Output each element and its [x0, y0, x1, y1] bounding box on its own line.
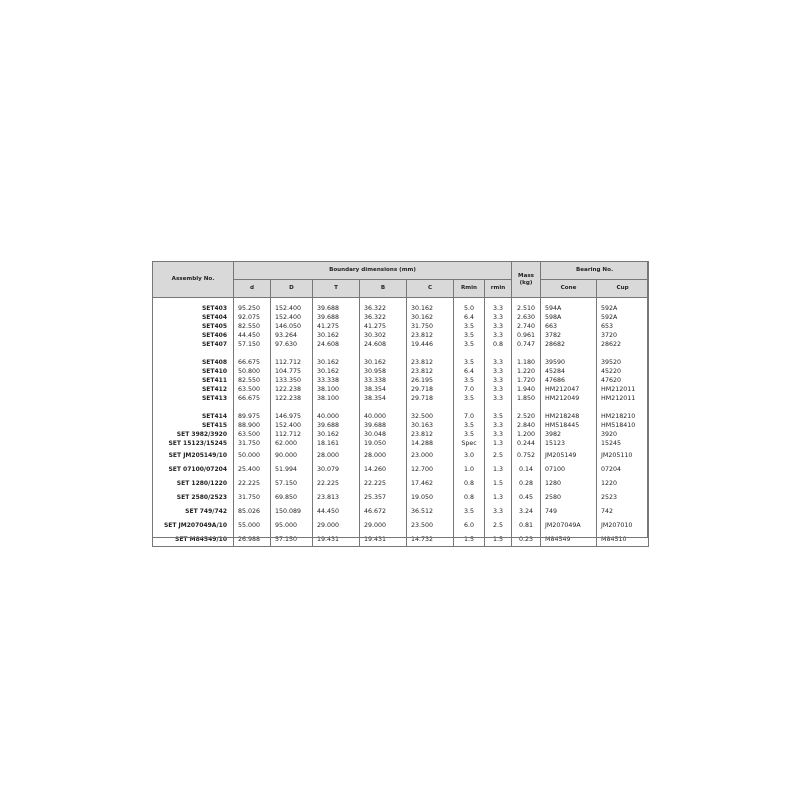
- cup-cell: JM207010: [597, 518, 649, 532]
- width-b-cell: 41.275: [360, 322, 407, 331]
- rmin-cone-cell: 3.0: [454, 448, 485, 462]
- d-cell: 50.000: [234, 448, 271, 462]
- rmin-cone-cell: Spec: [454, 439, 485, 448]
- width-c-cell: 23.500: [407, 518, 454, 532]
- rmin-cup-cell: 1.5: [485, 476, 512, 490]
- rmin-cone-cell: 0.8: [454, 476, 485, 490]
- d-cell: 92.075: [234, 313, 271, 322]
- table-row: [153, 532, 649, 547]
- assembly-cell: SET403: [153, 298, 234, 314]
- width-b-cell: 28.000: [360, 448, 407, 462]
- rmin-cone-cell: 3.5: [454, 349, 485, 367]
- table-row: [153, 367, 649, 376]
- width-c-cell: 19.446: [407, 340, 454, 349]
- cone-cell: JM207049A: [541, 518, 597, 532]
- outer-diameter-cell: 150.089: [271, 504, 313, 518]
- d-cell: 66.675: [234, 394, 271, 403]
- mass-cell: 1.940: [512, 385, 541, 394]
- header-B: B: [360, 280, 407, 298]
- cup-cell: HM212011: [597, 394, 649, 403]
- header-T: T: [313, 280, 360, 298]
- cup-cell: 3920: [597, 430, 649, 439]
- rmin-cup-cell: 3.3: [485, 430, 512, 439]
- rmin-cup-cell: 3.3: [485, 394, 512, 403]
- assembly-cell: SET405: [153, 322, 234, 331]
- width-t-cell: 28.000: [313, 448, 360, 462]
- cone-cell: 3982: [541, 430, 597, 439]
- width-t-cell: 30.162: [313, 430, 360, 439]
- table-row: [153, 394, 649, 403]
- width-c-cell: 31.750: [407, 322, 454, 331]
- d-cell: 26.988: [234, 532, 271, 547]
- cone-cell: 28682: [541, 340, 597, 349]
- table-row: [153, 403, 649, 421]
- header-C: C: [407, 280, 454, 298]
- header-rmin-cone: Rmin: [454, 280, 485, 298]
- cup-cell: 3720: [597, 331, 649, 340]
- d-cell: 82.550: [234, 376, 271, 385]
- rmin-cone-cell: 7.0: [454, 403, 485, 421]
- width-t-cell: 29.000: [313, 518, 360, 532]
- header-rmin-cup: rmin: [485, 280, 512, 298]
- width-b-cell: 14.260: [360, 462, 407, 476]
- cup-cell: 28622: [597, 340, 649, 349]
- rmin-cone-cell: 3.5: [454, 331, 485, 340]
- table-row: [153, 313, 649, 322]
- table-row: [153, 430, 649, 439]
- cup-cell: HM518410: [597, 421, 649, 430]
- assembly-cell: SET JM205149/10: [153, 448, 234, 462]
- assembly-cell: SET404: [153, 313, 234, 322]
- width-c-cell: 14.732: [407, 532, 454, 547]
- d-cell: 22.225: [234, 476, 271, 490]
- width-c-cell: 30.162: [407, 313, 454, 322]
- outer-diameter-cell: 97.630: [271, 340, 313, 349]
- outer-diameter-cell: 90.000: [271, 448, 313, 462]
- width-t-cell: 33.338: [313, 376, 360, 385]
- mass-cell: 0.752: [512, 448, 541, 462]
- cup-cell: 653: [597, 322, 649, 331]
- cup-cell: 742: [597, 504, 649, 518]
- cone-cell: 39590: [541, 349, 597, 367]
- width-b-cell: 36.322: [360, 313, 407, 322]
- cup-cell: 47620: [597, 376, 649, 385]
- table-row: [153, 462, 649, 476]
- rmin-cone-cell: 3.5: [454, 322, 485, 331]
- table-row: [153, 439, 649, 448]
- width-c-cell: 19.050: [407, 490, 454, 504]
- d-cell: 88.900: [234, 421, 271, 430]
- assembly-cell: SET407: [153, 340, 234, 349]
- assembly-cell: SET415: [153, 421, 234, 430]
- mass-cell: 0.45: [512, 490, 541, 504]
- cup-cell: HM212011: [597, 385, 649, 394]
- table-row: [153, 490, 649, 504]
- cup-cell: 592A: [597, 313, 649, 322]
- width-b-cell: 19.431: [360, 532, 407, 547]
- table-row: [153, 385, 649, 394]
- header-cup: Cup: [597, 280, 649, 298]
- d-cell: 31.750: [234, 439, 271, 448]
- cup-cell: JM205110: [597, 448, 649, 462]
- width-t-cell: 30.162: [313, 331, 360, 340]
- header-mass: Mass (kg): [512, 262, 541, 298]
- mass-cell: 1.720: [512, 376, 541, 385]
- table-row: [153, 476, 649, 490]
- outer-diameter-cell: 112.712: [271, 349, 313, 367]
- width-t-cell: 39.688: [313, 421, 360, 430]
- width-c-cell: 23.812: [407, 367, 454, 376]
- mass-cell: 2.510: [512, 298, 541, 314]
- width-t-cell: 41.275: [313, 322, 360, 331]
- assembly-cell: SET 07100/07204: [153, 462, 234, 476]
- rmin-cone-cell: 7.0: [454, 385, 485, 394]
- cone-cell: 45284: [541, 367, 597, 376]
- rmin-cone-cell: 1.0: [454, 462, 485, 476]
- width-c-cell: 23.000: [407, 448, 454, 462]
- width-t-cell: 30.162: [313, 367, 360, 376]
- cone-cell: 2580: [541, 490, 597, 504]
- cup-cell: 1220: [597, 476, 649, 490]
- cone-cell: 663: [541, 322, 597, 331]
- d-cell: 82.550: [234, 322, 271, 331]
- header-assembly: Assembly No.: [153, 262, 234, 298]
- width-t-cell: 44.450: [313, 504, 360, 518]
- rmin-cup-cell: 3.5: [485, 403, 512, 421]
- width-b-cell: 24.608: [360, 340, 407, 349]
- width-b-cell: 19.050: [360, 439, 407, 448]
- outer-diameter-cell: 133.350: [271, 376, 313, 385]
- rmin-cone-cell: 5.0: [454, 298, 485, 314]
- assembly-cell: SET411: [153, 376, 234, 385]
- width-c-cell: 23.812: [407, 331, 454, 340]
- cone-cell: 15123: [541, 439, 597, 448]
- assembly-cell: SET 1280/1220: [153, 476, 234, 490]
- outer-diameter-cell: 152.400: [271, 298, 313, 314]
- rmin-cone-cell: 3.5: [454, 430, 485, 439]
- header-boundary-dimensions: Boundary dimensions (mm): [234, 262, 512, 280]
- width-c-cell: 29.718: [407, 394, 454, 403]
- mass-cell: 2.840: [512, 421, 541, 430]
- cone-cell: JM205149: [541, 448, 597, 462]
- assembly-cell: SET 15123/15245: [153, 439, 234, 448]
- width-b-cell: 36.322: [360, 298, 407, 314]
- rmin-cone-cell: 3.5: [454, 394, 485, 403]
- assembly-cell: SET410: [153, 367, 234, 376]
- outer-diameter-cell: 146.975: [271, 403, 313, 421]
- rmin-cone-cell: 3.5: [454, 340, 485, 349]
- rmin-cone-cell: 6.4: [454, 313, 485, 322]
- table-row: [153, 504, 649, 518]
- width-b-cell: 30.162: [360, 349, 407, 367]
- width-t-cell: 24.608: [313, 340, 360, 349]
- width-t-cell: 22.225: [313, 476, 360, 490]
- cone-cell: HM212047: [541, 385, 597, 394]
- d-cell: 66.675: [234, 349, 271, 367]
- assembly-cell: SET 749/742: [153, 504, 234, 518]
- mass-cell: 0.23: [512, 532, 541, 547]
- width-t-cell: 23.813: [313, 490, 360, 504]
- cone-cell: 1280: [541, 476, 597, 490]
- table-row: [153, 340, 649, 349]
- width-t-cell: 30.079: [313, 462, 360, 476]
- rmin-cup-cell: 3.3: [485, 367, 512, 376]
- width-c-cell: 30.162: [407, 298, 454, 314]
- rmin-cone-cell: 3.5: [454, 504, 485, 518]
- width-c-cell: 14.288: [407, 439, 454, 448]
- mass-cell: 0.14: [512, 462, 541, 476]
- width-b-cell: 22.225: [360, 476, 407, 490]
- mass-cell: 0.961: [512, 331, 541, 340]
- outer-diameter-cell: 93.264: [271, 331, 313, 340]
- outer-diameter-cell: 146.050: [271, 322, 313, 331]
- rmin-cup-cell: 1.3: [485, 439, 512, 448]
- width-t-cell: 39.688: [313, 313, 360, 322]
- table-body: [153, 298, 649, 547]
- cone-cell: HM218248: [541, 403, 597, 421]
- mass-cell: 0.28: [512, 476, 541, 490]
- rmin-cup-cell: 1.3: [485, 462, 512, 476]
- width-b-cell: 38.354: [360, 385, 407, 394]
- mass-cell: 2.740: [512, 322, 541, 331]
- cone-cell: HM518445: [541, 421, 597, 430]
- width-b-cell: 33.338: [360, 376, 407, 385]
- d-cell: 63.500: [234, 430, 271, 439]
- cup-cell: 39520: [597, 349, 649, 367]
- rmin-cup-cell: 3.3: [485, 376, 512, 385]
- outer-diameter-cell: 122.238: [271, 385, 313, 394]
- header-cone: Cone: [541, 280, 597, 298]
- outer-diameter-cell: 69.850: [271, 490, 313, 504]
- cup-cell: 07204: [597, 462, 649, 476]
- width-c-cell: 23.812: [407, 430, 454, 439]
- assembly-cell: SET M84549/10: [153, 532, 234, 547]
- mass-cell: 1.180: [512, 349, 541, 367]
- width-b-cell: 40.000: [360, 403, 407, 421]
- assembly-cell: SET408: [153, 349, 234, 367]
- d-cell: 63.500: [234, 385, 271, 394]
- mass-cell: 1.850: [512, 394, 541, 403]
- d-cell: 85.026: [234, 504, 271, 518]
- rmin-cup-cell: 3.3: [485, 313, 512, 322]
- width-c-cell: 12.700: [407, 462, 454, 476]
- outer-diameter-cell: 122.238: [271, 394, 313, 403]
- outer-diameter-cell: 104.775: [271, 367, 313, 376]
- width-b-cell: 30.958: [360, 367, 407, 376]
- header-D: D: [271, 280, 313, 298]
- cone-cell: 598A: [541, 313, 597, 322]
- mass-cell: 0.244: [512, 439, 541, 448]
- rmin-cone-cell: 3.5: [454, 421, 485, 430]
- rmin-cup-cell: 3.3: [485, 322, 512, 331]
- width-t-cell: 30.162: [313, 349, 360, 367]
- rmin-cup-cell: 2.5: [485, 518, 512, 532]
- rmin-cone-cell: 1.5: [454, 532, 485, 547]
- table-row: [153, 518, 649, 532]
- width-c-cell: 36.512: [407, 504, 454, 518]
- mass-cell: 2.630: [512, 313, 541, 322]
- mass-cell: 3.24: [512, 504, 541, 518]
- rmin-cup-cell: 3.3: [485, 504, 512, 518]
- cone-cell: 3782: [541, 331, 597, 340]
- mass-cell: 0.81: [512, 518, 541, 532]
- header-bearing-no: Bearing No.: [541, 262, 649, 280]
- cup-cell: 15245: [597, 439, 649, 448]
- width-t-cell: 19.431: [313, 532, 360, 547]
- rmin-cup-cell: 1.5: [485, 532, 512, 547]
- rmin-cone-cell: 6.4: [454, 367, 485, 376]
- d-cell: 89.975: [234, 403, 271, 421]
- outer-diameter-cell: 51.994: [271, 462, 313, 476]
- width-t-cell: 40.000: [313, 403, 360, 421]
- assembly-cell: SET412: [153, 385, 234, 394]
- d-cell: 50.800: [234, 367, 271, 376]
- width-c-cell: 29.718: [407, 385, 454, 394]
- width-c-cell: 26.195: [407, 376, 454, 385]
- outer-diameter-cell: 57.150: [271, 532, 313, 547]
- header-d: d: [234, 280, 271, 298]
- assembly-cell: SET413: [153, 394, 234, 403]
- width-b-cell: 30.048: [360, 430, 407, 439]
- table-row: [153, 331, 649, 340]
- outer-diameter-cell: 57.150: [271, 476, 313, 490]
- cone-cell: 594A: [541, 298, 597, 314]
- rmin-cup-cell: 3.3: [485, 385, 512, 394]
- cone-cell: 47686: [541, 376, 597, 385]
- cone-cell: 749: [541, 504, 597, 518]
- cone-cell: HM212049: [541, 394, 597, 403]
- rmin-cone-cell: 0.8: [454, 490, 485, 504]
- width-c-cell: 32.500: [407, 403, 454, 421]
- assembly-cell: SET JM207049A/10: [153, 518, 234, 532]
- d-cell: 25.400: [234, 462, 271, 476]
- mass-cell: 0.747: [512, 340, 541, 349]
- width-t-cell: 39.688: [313, 298, 360, 314]
- table-row: [153, 376, 649, 385]
- assembly-cell: SET 3982/3920: [153, 430, 234, 439]
- cup-cell: 2523: [597, 490, 649, 504]
- outer-diameter-cell: 112.712: [271, 430, 313, 439]
- mass-cell: 1.200: [512, 430, 541, 439]
- assembly-cell: SET414: [153, 403, 234, 421]
- table-row: [153, 421, 649, 430]
- d-cell: 57.150: [234, 340, 271, 349]
- d-cell: 44.450: [234, 331, 271, 340]
- rmin-cone-cell: 3.5: [454, 376, 485, 385]
- width-c-cell: 17.462: [407, 476, 454, 490]
- rmin-cup-cell: 3.3: [485, 331, 512, 340]
- bearing-spec-table: [152, 261, 649, 547]
- outer-diameter-cell: 62.000: [271, 439, 313, 448]
- rmin-cup-cell: 3.3: [485, 421, 512, 430]
- width-b-cell: 46.672: [360, 504, 407, 518]
- width-c-cell: 30.163: [407, 421, 454, 430]
- cup-cell: HM218210: [597, 403, 649, 421]
- cup-cell: M84510: [597, 532, 649, 547]
- width-t-cell: 18.161: [313, 439, 360, 448]
- cup-cell: 45220: [597, 367, 649, 376]
- d-cell: 95.250: [234, 298, 271, 314]
- mass-cell: 1.220: [512, 367, 541, 376]
- width-b-cell: 29.000: [360, 518, 407, 532]
- rmin-cone-cell: 6.0: [454, 518, 485, 532]
- rmin-cup-cell: 2.5: [485, 448, 512, 462]
- width-t-cell: 38.100: [313, 385, 360, 394]
- outer-diameter-cell: 152.400: [271, 313, 313, 322]
- d-cell: 55.000: [234, 518, 271, 532]
- width-t-cell: 38.100: [313, 394, 360, 403]
- width-c-cell: 23.812: [407, 349, 454, 367]
- width-b-cell: 39.688: [360, 421, 407, 430]
- width-b-cell: 30.302: [360, 331, 407, 340]
- d-cell: 31.750: [234, 490, 271, 504]
- rmin-cup-cell: 0.8: [485, 340, 512, 349]
- cone-cell: 07100: [541, 462, 597, 476]
- cone-cell: M84549: [541, 532, 597, 547]
- outer-diameter-cell: 152.400: [271, 421, 313, 430]
- rmin-cup-cell: 1.3: [485, 490, 512, 504]
- table-row: [153, 448, 649, 462]
- assembly-cell: SET406: [153, 331, 234, 340]
- outer-diameter-cell: 95.000: [271, 518, 313, 532]
- cup-cell: 592A: [597, 298, 649, 314]
- table-row: [153, 322, 649, 331]
- rmin-cup-cell: 3.3: [485, 298, 512, 314]
- assembly-cell: SET 2580/2523: [153, 490, 234, 504]
- width-b-cell: 25.357: [360, 490, 407, 504]
- mass-cell: 2.520: [512, 403, 541, 421]
- table-row: [153, 349, 649, 367]
- width-b-cell: 38.354: [360, 394, 407, 403]
- table-row: [153, 298, 649, 314]
- rmin-cup-cell: 3.3: [485, 349, 512, 367]
